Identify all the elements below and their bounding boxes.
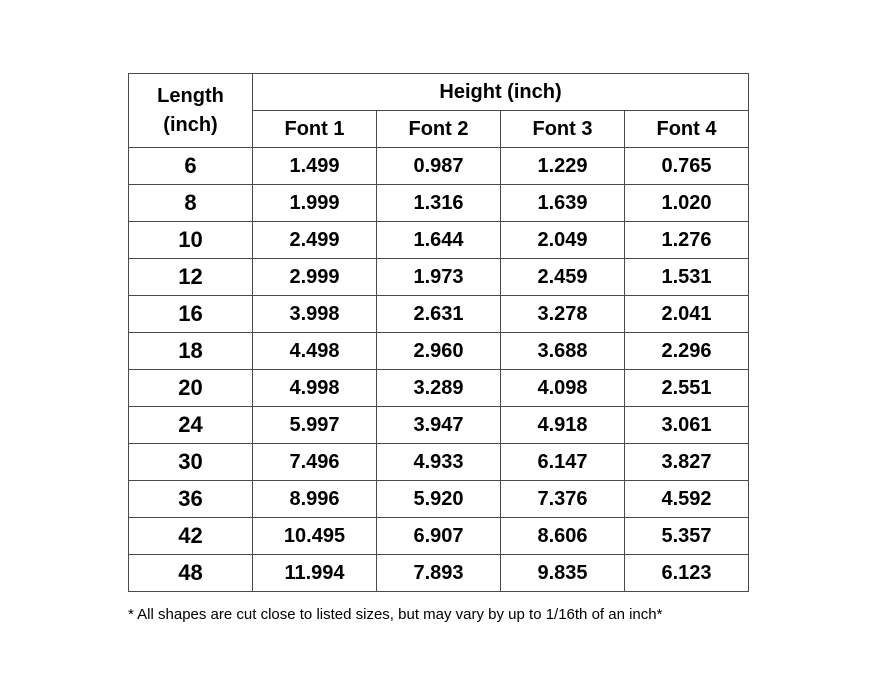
height-cell: 1.229 [501,148,625,185]
height-cell: 1.276 [625,222,749,259]
font-3-header: Font 3 [501,111,625,148]
table-row [129,555,749,592]
height-cell: 2.049 [501,222,625,259]
height-cell: 4.592 [625,481,749,518]
height-cell: 1.499 [253,148,377,185]
table-row [129,481,749,518]
height-cell: 5.357 [625,518,749,555]
height-cell: 6.123 [625,555,749,592]
length-cell: 36 [129,481,253,518]
table-header-row [129,74,749,111]
height-cell: 3.278 [501,296,625,333]
height-cell: 2.499 [253,222,377,259]
height-cell: 1.316 [377,185,501,222]
length-cell: 18 [129,333,253,370]
length-cell: 48 [129,555,253,592]
height-cell: 1.020 [625,185,749,222]
table-row [129,185,749,222]
height-cell: 4.498 [253,333,377,370]
length-cell: 24 [129,407,253,444]
height-cell: 4.998 [253,370,377,407]
table-row [129,148,749,185]
height-cell: 2.041 [625,296,749,333]
footnote-text: * All shapes are cut close to listed sizes, but may vary by up to 1/16th of an inch* [128,606,663,623]
height-cell: 7.376 [501,481,625,518]
table-row [129,259,749,296]
height-cell: 4.918 [501,407,625,444]
length-cell: 6 [129,148,253,185]
font-2-header: Font 2 [377,111,501,148]
height-cell: 1.644 [377,222,501,259]
length-header-unit: (inch) [163,113,218,136]
height-cell: 4.933 [377,444,501,481]
height-cell: 6.147 [501,444,625,481]
height-cell: 2.631 [377,296,501,333]
font-1-header: Font 1 [253,111,377,148]
table-row [129,296,749,333]
height-cell: 3.998 [253,296,377,333]
height-cell: 1.999 [253,185,377,222]
length-cell: 12 [129,259,253,296]
height-column-group-header: Height (inch) [253,74,749,111]
table-row [129,518,749,555]
height-cell: 9.835 [501,555,625,592]
height-cell: 3.688 [501,333,625,370]
length-cell: 10 [129,222,253,259]
length-cell: 30 [129,444,253,481]
length-cell: 8 [129,185,253,222]
height-cell: 3.061 [625,407,749,444]
height-cell: 3.947 [377,407,501,444]
length-cell: 20 [129,370,253,407]
table-row [129,444,749,481]
height-cell: 8.606 [501,518,625,555]
height-cell: 1.973 [377,259,501,296]
height-cell: 7.893 [377,555,501,592]
table-row [129,333,749,370]
height-cell: 1.531 [625,259,749,296]
font-4-header: Font 4 [625,111,749,148]
height-cell: 5.920 [377,481,501,518]
height-cell: 0.987 [377,148,501,185]
length-column-header [129,74,253,148]
height-cell: 10.495 [253,518,377,555]
height-cell: 3.827 [625,444,749,481]
height-cell: 2.999 [253,259,377,296]
size-table [128,73,749,592]
height-cell: 2.960 [377,333,501,370]
height-cell: 11.994 [253,555,377,592]
height-cell: 1.639 [501,185,625,222]
height-cell: 2.459 [501,259,625,296]
table-row [129,222,749,259]
length-header-label: Length [157,84,224,107]
length-cell: 42 [129,518,253,555]
length-cell: 16 [129,296,253,333]
height-cell: 4.098 [501,370,625,407]
height-cell: 0.765 [625,148,749,185]
height-cell: 2.296 [625,333,749,370]
table-row [129,370,749,407]
height-cell: 7.496 [253,444,377,481]
height-cell: 2.551 [625,370,749,407]
height-cell: 3.289 [377,370,501,407]
height-cell: 8.996 [253,481,377,518]
height-cell: 5.997 [253,407,377,444]
table-row [129,407,749,444]
height-cell: 6.907 [377,518,501,555]
